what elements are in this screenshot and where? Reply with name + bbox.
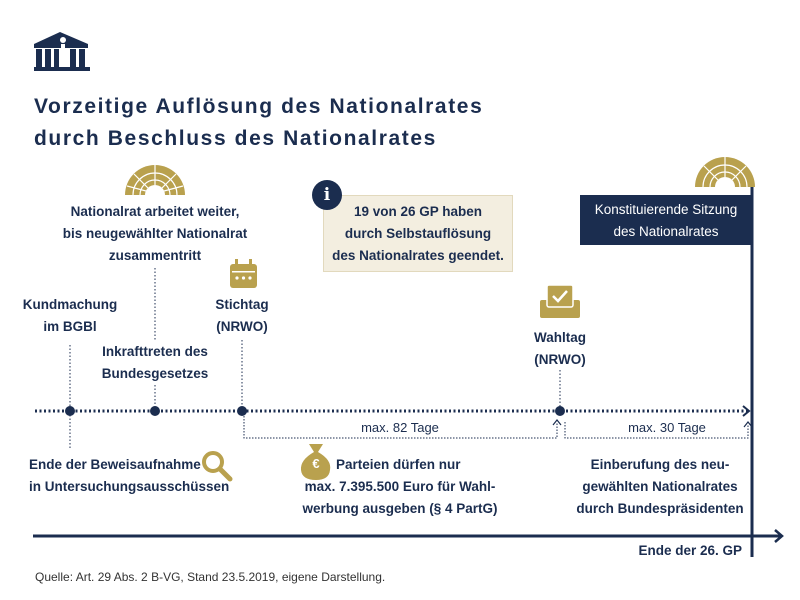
consequence-line: Einberufung des neu-: [590, 457, 730, 472]
consequence-einberufung: [570, 454, 750, 520]
event-line: Kundmachung: [22, 297, 118, 312]
event-line: Inkrafttreten des: [102, 344, 208, 359]
event-wahltag: [510, 327, 610, 371]
info-text: [323, 201, 513, 267]
consequence-line: in Untersuchungsausschüssen: [29, 479, 230, 494]
constituent-text: [580, 199, 752, 243]
euro-symbol: €: [312, 456, 320, 471]
note-line: Nationalrat arbeitet weiter,: [70, 204, 240, 219]
consequence-line: gewählten Nationalrates: [582, 479, 738, 494]
page-title: Vorzeitige Auflösung des Nationalrates: [34, 95, 484, 118]
event-line: (NRWO): [534, 352, 586, 367]
info-line: 19 von 26 GP haben: [353, 204, 483, 219]
consequence-line: durch Bundespräsidenten: [576, 501, 744, 516]
info-line: des Nationalrates geendet.: [332, 248, 504, 263]
consequence-line: Ende der Beweisaufnahme: [29, 457, 201, 472]
timeline-dot: [237, 406, 247, 416]
event-line: im BGBl: [43, 319, 97, 334]
note-line: zusammentritt: [108, 248, 202, 263]
source-note: Quelle: Art. 29 Abs. 2 B-VG, Stand 23.5.2019, eigene Darstellung.: [35, 570, 386, 584]
span-82-days: max. 82 Tage: [361, 420, 439, 435]
consequence-line: werbung ausgeben (§ 4 PartG): [302, 501, 498, 516]
info-line: durch Selbstauflösung: [344, 226, 492, 241]
end-label: Ende der 26. GP: [638, 543, 742, 558]
event-stichtag: [192, 294, 292, 338]
hemicycle-icon: [695, 157, 755, 187]
constituent-line: des Nationalrates: [613, 224, 719, 239]
timeline-dot: [555, 406, 565, 416]
consequence-line: max. 7.395.500 Euro für Wahl-: [304, 479, 496, 494]
consequence-beweis: [29, 454, 229, 498]
ballot-box-icon: [540, 285, 580, 318]
timeline-dot: [65, 406, 75, 416]
event-inkrafttreten: [85, 341, 225, 385]
constituent-line: Konstituierende Sitzung: [594, 202, 738, 217]
note-line: bis neugewählter Nationalrat: [62, 226, 248, 241]
hemicycle-icon: [125, 165, 185, 195]
event-kundmachung: [10, 294, 130, 338]
timeline-dot: [150, 406, 160, 416]
consequence-parteien-1: Parteien dürfen nur: [336, 457, 461, 472]
event-line: (NRWO): [216, 319, 268, 334]
timeline: [35, 406, 749, 416]
span-30-days: max. 30 Tage: [628, 420, 706, 435]
parliament-logo-icon: [34, 32, 90, 71]
event-line: Bundesgesetzes: [101, 366, 209, 381]
info-icon: i: [312, 180, 342, 210]
consequence-parteien: [290, 476, 510, 520]
event-line: Stichtag: [215, 297, 269, 312]
event-line: Wahltag: [534, 330, 586, 345]
parliament-note: [55, 201, 255, 267]
page-subtitle: durch Beschluss des Nationalrates: [34, 127, 437, 150]
